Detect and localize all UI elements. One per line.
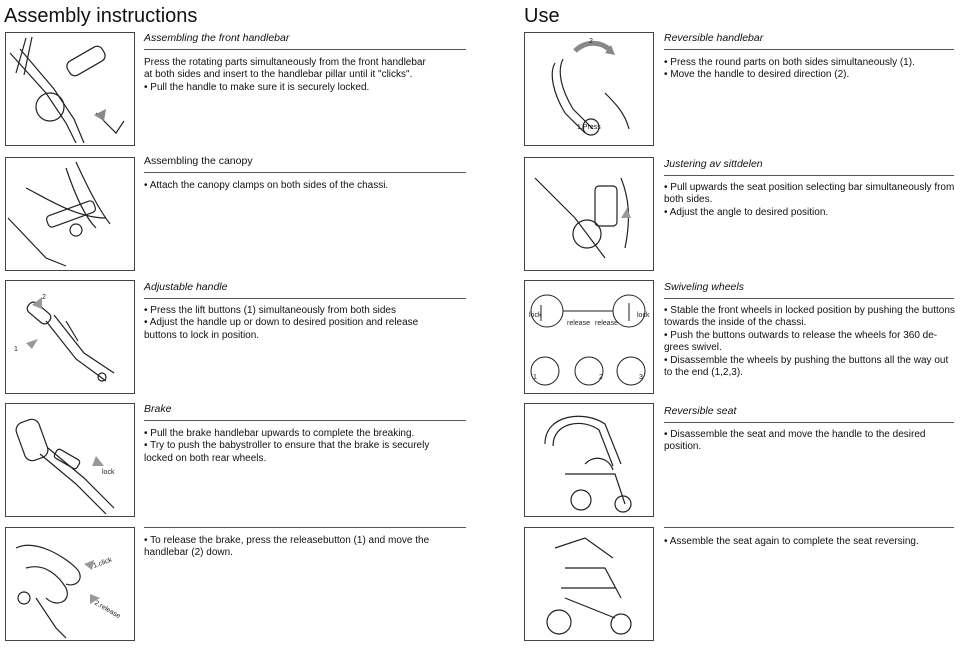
wheel-1-label: 1 <box>533 374 537 381</box>
reversible-handlebar-heading: Reversible handlebar <box>664 32 764 44</box>
reversible-handlebar-drawing <box>525 33 653 145</box>
text-line: • Push the buttons outwards to release the wheels for 360 de- <box>664 329 938 341</box>
label-1: 1 <box>14 346 18 353</box>
brake-release-illustration <box>5 527 135 641</box>
divider <box>664 298 954 299</box>
text-line: • Press the lift buttons (1) simultaneously from both sides <box>144 305 396 316</box>
reversible-seat-drawing <box>525 404 653 516</box>
text-line: to the end (1,2,3). <box>664 367 743 379</box>
text-line: • Pull the brake handlebar upwards to complete the breaking. <box>144 428 415 439</box>
front-handlebar-heading: Assembling the front handlebar <box>144 32 290 44</box>
text-line: grees swivel. <box>664 342 722 354</box>
adjustable-handle-heading: Adjustable handle <box>144 281 228 293</box>
text-line: both sides. <box>664 194 713 206</box>
divider <box>664 49 954 50</box>
text-line: • Pull upwards the seat position selecting bar simultaneously from <box>664 182 955 193</box>
front-handlebar-illustration <box>5 32 135 146</box>
text-line: position. <box>664 441 702 453</box>
canopy-text <box>144 180 474 192</box>
release-right-label: release <box>595 320 618 327</box>
text-line: • Pull the handle to make sure it is securely locked. <box>144 81 370 93</box>
reversible-seat-heading: Reversible seat <box>664 405 737 417</box>
lock-right-label: lock <box>637 312 650 319</box>
divider <box>144 298 466 299</box>
reversible-handlebar-illustration <box>524 32 654 146</box>
text-line: • To release the brake, press the releasebutton (1) and move the <box>144 535 430 546</box>
text-line: • Attach the canopy clamps on both sides of the chassi. <box>144 180 389 191</box>
brake-text <box>144 428 474 465</box>
swiveling-wheels-heading: Swiveling wheels <box>664 281 744 293</box>
seat-reassemble-text <box>664 536 958 548</box>
canopy-drawing <box>6 158 134 270</box>
release-label: 2.release <box>93 599 122 621</box>
label-2: 2 <box>42 294 46 301</box>
canopy-illustration <box>5 157 135 271</box>
seat-reassemble-drawing <box>525 528 653 640</box>
arrow-2-label: 2 <box>589 38 593 45</box>
seat-reassemble-illustration <box>524 527 654 641</box>
brake-drawing <box>6 404 134 516</box>
text-line: • Adjust the angle to desired position. <box>664 206 829 218</box>
seat-adjust-text <box>664 182 958 219</box>
text-line: at both sides and insert to the handlebar pillar until it "clicks". <box>144 69 413 81</box>
seat-adjust-illustration <box>524 157 654 271</box>
reversible-handlebar-text <box>664 57 958 82</box>
text-line: • Try to push the babystroller to ensure that the brake is securely <box>144 440 430 452</box>
adjustable-handle-drawing <box>6 281 134 393</box>
text-line: • Disassemble the seat and move the handle to the desired <box>664 429 926 440</box>
front-handlebar-text <box>144 57 474 94</box>
adjustable-handle-text <box>144 305 474 342</box>
divider <box>664 175 954 176</box>
press-label: 1.Press <box>577 124 601 131</box>
text-line: buttons to lock in position. <box>144 329 260 341</box>
swiveling-wheels-illustration <box>524 280 654 394</box>
reversible-seat-text <box>664 429 958 454</box>
release-left-label: release <box>567 320 590 327</box>
lock-left-label: lock <box>529 312 542 319</box>
right-page-title: Use <box>524 5 560 27</box>
text-line: towards the inside of the chassi. <box>664 317 807 329</box>
text-line: • Stable the front wheels in locked position by pushing the buttons <box>664 305 955 316</box>
lock-label: lock <box>102 469 115 476</box>
brake-release-drawing <box>6 528 134 640</box>
text-line: handlebar (2) down. <box>144 547 233 559</box>
wheel-2-label: 2 <box>599 374 603 381</box>
text-line: • Move the handle to desired direction (2). <box>664 69 850 81</box>
brake-heading: Brake <box>144 403 172 415</box>
canopy-heading: Assembling the canopy <box>144 155 253 167</box>
wheel-3-label: 3 <box>639 374 643 381</box>
divider <box>664 422 954 423</box>
swiveling-wheels-drawing <box>525 281 653 393</box>
text-line: • Press the round parts on both sides simultaneously (1). <box>664 57 915 68</box>
divider <box>664 527 954 528</box>
seat-adjust-drawing <box>525 158 653 270</box>
text-line: Press the rotating parts simultaneously from the front handlebar <box>144 57 426 68</box>
brake-illustration <box>5 403 135 517</box>
brake-release-text <box>144 535 474 560</box>
adjustable-handle-illustration <box>5 280 135 394</box>
text-line: locked on both rear wheels. <box>144 452 267 464</box>
front-handlebar-drawing <box>6 33 134 145</box>
text-line: • Adjust the handle up or down to desired position and release <box>144 317 419 329</box>
click-label: 1.click <box>92 556 113 570</box>
seat-adjust-heading: Justering av sittdelen <box>664 158 763 170</box>
text-line: • Assemble the seat again to complete the seat reversing. <box>664 536 919 547</box>
divider <box>144 49 466 50</box>
left-page-title: Assembly instructions <box>4 5 198 27</box>
divider <box>144 527 466 528</box>
reversible-seat-illustration <box>524 403 654 517</box>
swiveling-wheels-text <box>664 305 958 379</box>
divider <box>144 172 466 173</box>
divider <box>144 420 466 421</box>
text-line: • Disassemble the wheels by pushing the buttons all the way out <box>664 354 949 366</box>
